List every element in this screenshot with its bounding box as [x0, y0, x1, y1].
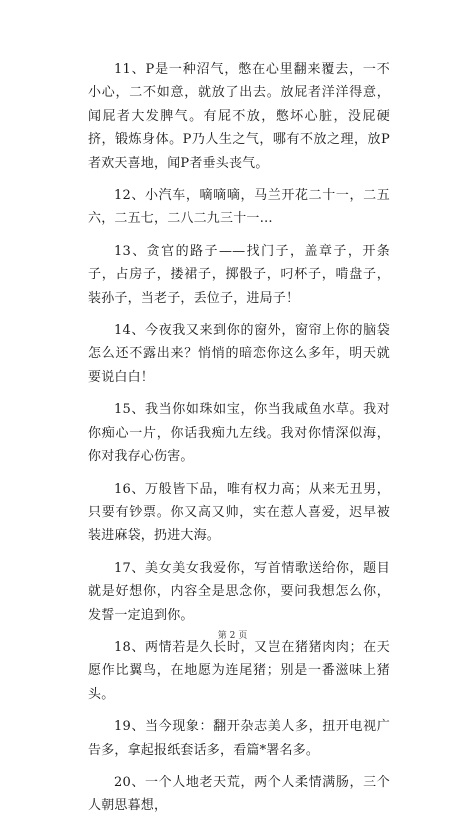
paragraph-18: 18、两情若是久长时，又岂在猪猪肉肉；在天愿作比翼鸟，在地愿为连尾猪；别是一番滋味上猪头。	[88, 639, 390, 702]
page-number: 第 2 页	[217, 631, 248, 641]
paragraph-14: 14、今夜我又来到你的窗外，窗帘上你的脑袋怎么还不露出来？悄悄的暗恋你这么多年，明天就要说白白！	[88, 323, 390, 385]
document-body	[88, 58, 390, 827]
paragraph-13: 13、贪官的路子——找门子，盖章子，开条子，占房子，搂裙子，掷骰子，叼杯子，啃盘子，装孙子，当老子，丢位子，进局子！	[88, 243, 390, 306]
paragraph-20: 20、一个人地老天荒，两个人柔情满肠，三个人朝思暮想，	[88, 774, 390, 814]
paragraph-19: 19、当今现象：翻开杂志美人多，扭开电视广告多，拿起报纸套话多，看篇*署名多。	[88, 719, 390, 758]
paragraph-16: 16、万般皆下品，唯有权力高；从来无丑男，只要有钞票。你又高又帅，实在惹人喜爱，迟早被装进麻袋，扔进大海。	[88, 481, 390, 544]
paragraph-17: 17、美女美女我爱你，写首情歌送给你，题目就是好想你，内容全是思念你，要问我想怎么你，发誓一定追到你。	[88, 560, 390, 623]
paragraph-15: 15、我当你如珠如宝，你当我咸鱼水草。我对你痴心一片，你话我痴九左线。我对你情深似海，你对我存心伤害。	[88, 402, 390, 465]
paragraph-11: 11、P是一种沼气，憋在心里翻来覆去，一不小心，二不如意，就放了出去。放屁者洋洋得意，闻屁者大发脾气。有屁不放，憋坏心脏，没屁硬挤，锻炼身体。P乃人生之气，哪有不放之理，放P者欢天喜地，闻P者垂头丧气。	[88, 62, 390, 171]
paragraph-12: 12、小汽车，嘀嘀嘀，马兰开花二十一，二五六，二五七，二八二九三十一…	[88, 188, 390, 227]
